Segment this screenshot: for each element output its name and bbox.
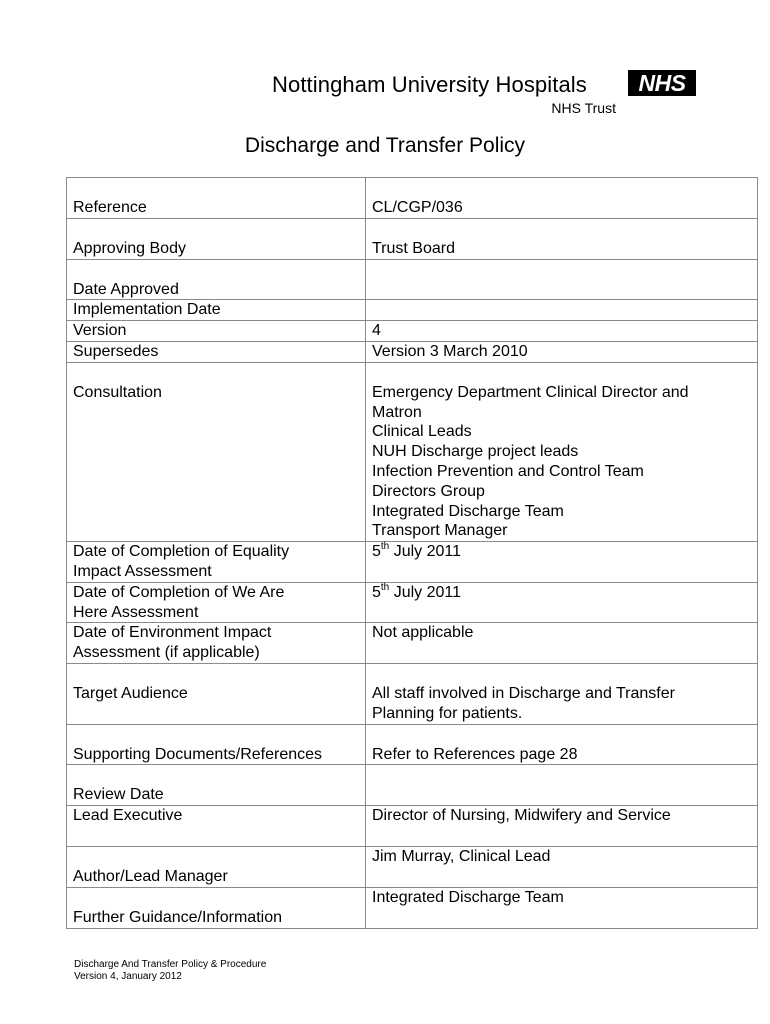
table-row-lead-executive bbox=[67, 806, 758, 847]
table-cell-value bbox=[366, 178, 758, 219]
table-cell-label bbox=[67, 178, 366, 219]
table-cell-value bbox=[366, 765, 758, 806]
supporting-documents-label: Supporting Documents/References bbox=[73, 745, 323, 763]
approving-body-value: Trust Board bbox=[372, 239, 455, 257]
table-cell-label bbox=[67, 362, 366, 541]
table-row-author bbox=[67, 846, 758, 887]
we-are-here-date-value bbox=[372, 583, 751, 603]
table-cell-label bbox=[67, 806, 366, 847]
consultation-item: Directors Group bbox=[372, 482, 485, 500]
table-row-review-date bbox=[67, 765, 758, 806]
table-cell-value bbox=[366, 362, 758, 541]
table-cell-value bbox=[366, 887, 758, 928]
table-row-reference bbox=[67, 178, 758, 219]
reference-value: CL/CGP/036 bbox=[372, 199, 463, 216]
equality-label-line: Impact Assessment bbox=[73, 562, 212, 580]
target-audience-value-line: All staff involved in Discharge and Transfer bbox=[372, 684, 675, 702]
we-are-here-label-line: Here Assessment bbox=[73, 603, 199, 621]
equality-ordinal: th bbox=[380, 541, 390, 553]
lead-executive-label: Lead Executive bbox=[73, 807, 183, 825]
table-cell-label bbox=[67, 846, 366, 887]
supersedes-value: Version 3 March 2010 bbox=[372, 342, 528, 360]
author-value: Jim Murray, Clinical Lead bbox=[372, 847, 551, 865]
table-cell-label bbox=[67, 623, 366, 664]
table-cell-value bbox=[366, 582, 758, 623]
table-cell-value bbox=[366, 846, 758, 887]
we-are-here-month-year: July 2011 bbox=[389, 583, 461, 601]
lead-executive-value: Director of Nursing, Midwifery and Service bbox=[372, 807, 671, 825]
table-row-date-approved bbox=[67, 259, 758, 300]
equality-month-year: July 2011 bbox=[389, 543, 461, 561]
policy-details-table bbox=[66, 177, 758, 929]
table-row-equality-assessment bbox=[67, 542, 758, 583]
table-row-target-audience bbox=[67, 663, 758, 724]
environment-label-line: Assessment (if applicable) bbox=[73, 644, 260, 662]
table-cell-label bbox=[67, 724, 366, 765]
table-cell-label bbox=[67, 887, 366, 928]
table-row-implementation-date bbox=[67, 300, 758, 321]
table-row-version bbox=[67, 321, 758, 342]
table-row-consultation bbox=[67, 362, 758, 541]
consultation-label: Consultation bbox=[73, 383, 162, 401]
consultation-item: NUH Discharge project leads bbox=[372, 443, 579, 461]
consultation-item: Matron bbox=[372, 403, 422, 421]
reference-label: Reference bbox=[73, 199, 147, 216]
table-cell-label bbox=[67, 663, 366, 724]
version-label: Version bbox=[73, 322, 127, 340]
supporting-documents-value: Refer to References page 28 bbox=[372, 745, 578, 763]
further-guidance-value: Integrated Discharge Team bbox=[372, 888, 564, 906]
table-row-environment-assessment bbox=[67, 623, 758, 664]
consultation-item: Emergency Department Clinical Director and bbox=[372, 383, 689, 401]
environment-label-line: Date of Environment Impact bbox=[73, 624, 272, 642]
table-cell-label bbox=[67, 582, 366, 623]
implementation-date-label: Implementation Date bbox=[73, 301, 221, 319]
table-cell-value bbox=[366, 623, 758, 664]
table-cell-value bbox=[366, 321, 758, 342]
date-approved-label: Date Approved bbox=[73, 280, 179, 298]
table-row-supersedes bbox=[67, 341, 758, 362]
table-cell-label bbox=[67, 321, 366, 342]
table-row-supporting-documents bbox=[67, 724, 758, 765]
header bbox=[272, 68, 702, 118]
approving-body-label: Approving Body bbox=[73, 239, 186, 257]
table-cell-value bbox=[366, 300, 758, 321]
version-value: 4 bbox=[372, 322, 381, 340]
equality-day: 5 bbox=[372, 543, 381, 561]
review-date-label: Review Date bbox=[73, 786, 164, 804]
footer-line: Discharge And Transfer Policy & Procedure bbox=[74, 959, 267, 970]
table-row-we-are-here-assessment bbox=[67, 582, 758, 623]
environment-value: Not applicable bbox=[372, 624, 474, 642]
page-footer bbox=[74, 959, 266, 982]
table-row-approving-body bbox=[67, 218, 758, 259]
table-cell-value bbox=[366, 724, 758, 765]
table-cell-value bbox=[366, 218, 758, 259]
we-are-here-label-line: Date of Completion of We Are bbox=[73, 583, 285, 601]
table-cell-value bbox=[366, 341, 758, 362]
organisation-subtitle: NHS Trust bbox=[551, 100, 616, 116]
table-cell-label bbox=[67, 542, 366, 583]
table-cell-label bbox=[67, 765, 366, 806]
target-audience-value-line: Planning for patients. bbox=[372, 704, 523, 722]
target-audience-label: Target Audience bbox=[73, 684, 188, 702]
we-are-here-ordinal: th bbox=[380, 581, 390, 593]
we-are-here-day: 5 bbox=[372, 583, 381, 601]
nhs-logo: NHS bbox=[628, 70, 696, 96]
table-cell-label bbox=[67, 218, 366, 259]
author-label: Author/Lead Manager bbox=[73, 867, 228, 885]
supersedes-label: Supersedes bbox=[73, 342, 159, 360]
consultation-item: Transport Manager bbox=[372, 522, 508, 540]
equality-date-value bbox=[372, 542, 751, 562]
table-cell-value bbox=[366, 259, 758, 300]
table-cell-label bbox=[67, 300, 366, 321]
further-guidance-label: Further Guidance/Information bbox=[73, 908, 282, 926]
table-cell-label bbox=[67, 341, 366, 362]
organisation-name: Nottingham University Hospitals bbox=[272, 72, 587, 97]
footer-line: Version 4, January 2012 bbox=[74, 970, 182, 982]
consultation-item: Clinical Leads bbox=[372, 423, 472, 441]
document-title: Discharge and Transfer Policy bbox=[244, 134, 526, 157]
table-cell-value bbox=[366, 542, 758, 583]
table-row-further-guidance bbox=[67, 887, 758, 928]
consultation-item: Infection Prevention and Control Team bbox=[372, 462, 644, 480]
table-cell-label bbox=[67, 259, 366, 300]
consultation-item: Integrated Discharge Team bbox=[372, 502, 564, 520]
equality-label-line: Date of Completion of Equality bbox=[73, 543, 290, 561]
table-cell-value bbox=[366, 806, 758, 847]
table-cell-value bbox=[366, 663, 758, 724]
